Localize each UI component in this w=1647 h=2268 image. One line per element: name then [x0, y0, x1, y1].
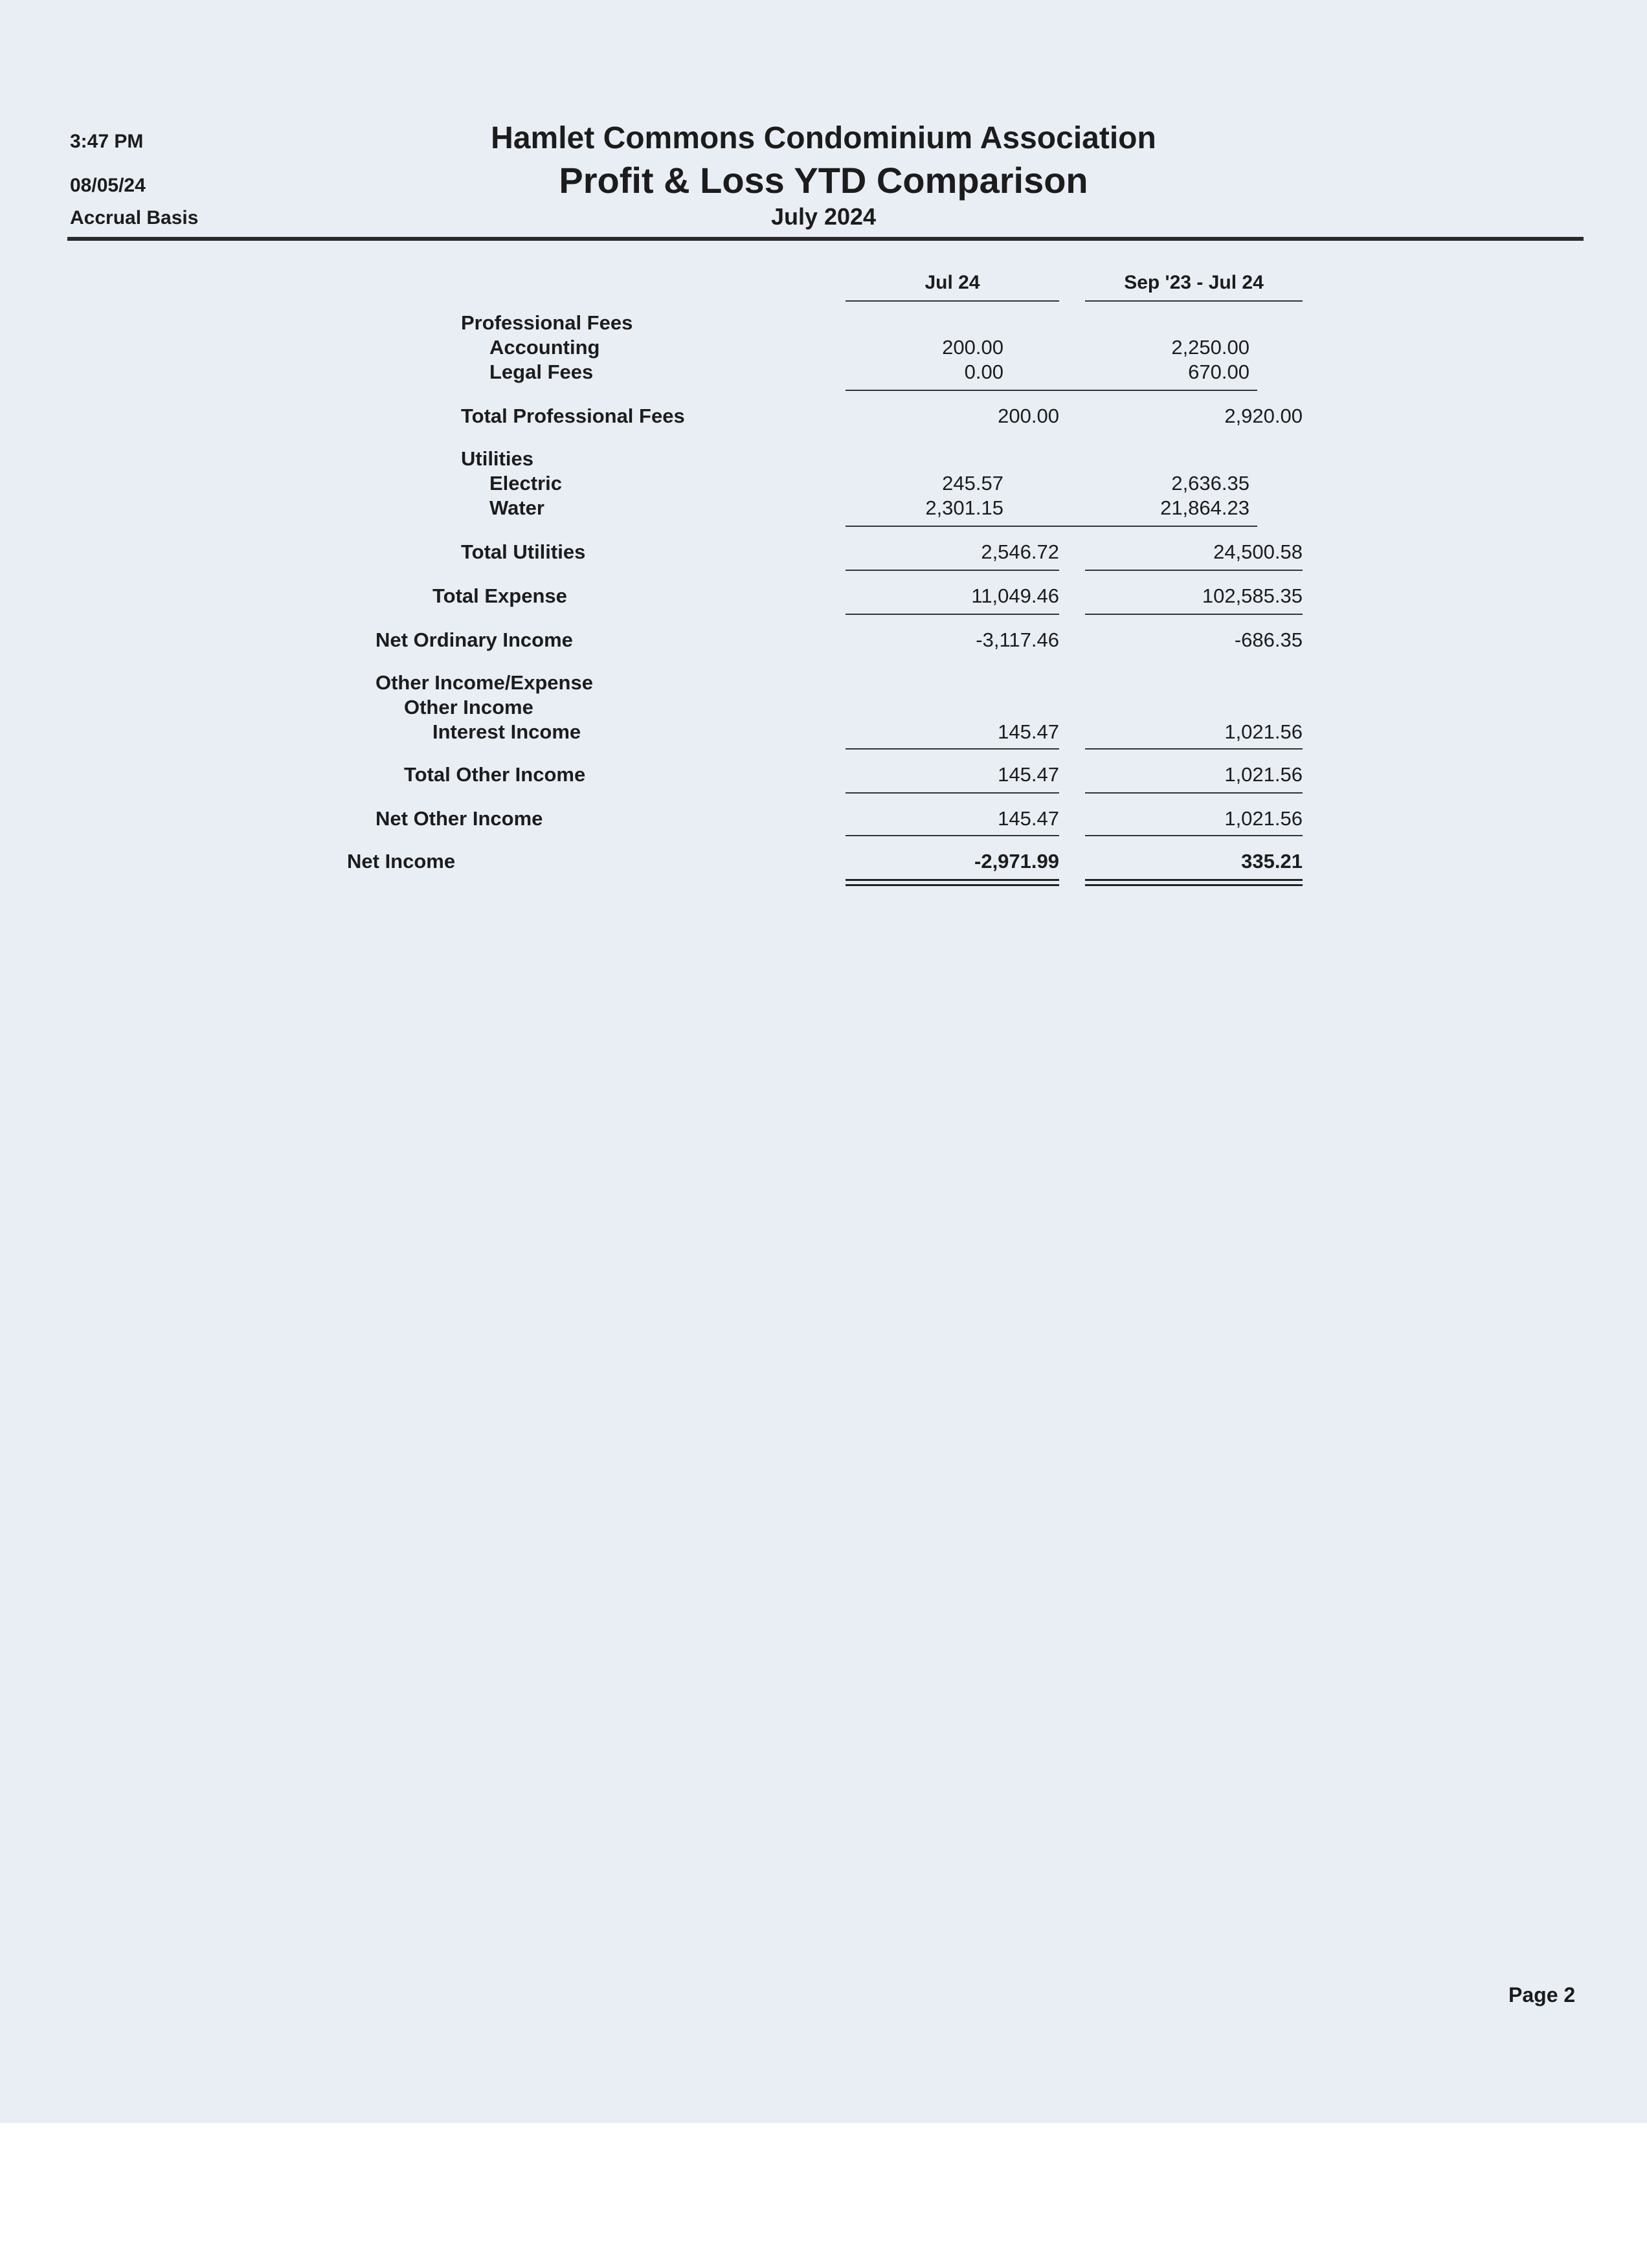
double-underline: [1085, 884, 1303, 886]
row-label: Accounting: [489, 336, 600, 359]
report-period: July 2024: [770, 203, 877, 230]
double-underline: [846, 884, 1059, 886]
row-label: Net Other Income: [375, 807, 543, 830]
value-current: 145.47: [998, 720, 1059, 743]
value-ytd: 21,864.23: [1160, 496, 1249, 519]
value-ytd: 24,500.58: [1213, 540, 1303, 563]
total-rule: [1085, 570, 1303, 571]
report-time: 3:47 PM: [70, 131, 144, 152]
row-label: Total Other Income: [404, 763, 586, 786]
row-label: Other Income: [404, 696, 533, 718]
total-rule: [846, 570, 1059, 571]
report-basis: Accrual Basis: [70, 207, 199, 228]
value-current: -2,971.99: [974, 850, 1059, 873]
value-ytd: 2,250.00: [1171, 336, 1249, 359]
total-rule: [846, 835, 1059, 836]
total-rule: [846, 748, 1059, 750]
page-number: Page 2: [1508, 1983, 1576, 2007]
double-underline: [846, 879, 1059, 881]
company-name: Hamlet Commons Condominium Association: [491, 121, 1156, 155]
total-rule: [1085, 835, 1303, 836]
value-ytd: 335.21: [1241, 850, 1303, 873]
value-ytd: 1,021.56: [1224, 807, 1303, 830]
row-label: Total Utilities: [461, 540, 586, 563]
row-label: Net Income: [347, 850, 456, 873]
double-underline: [1085, 879, 1303, 881]
value-ytd: 1,021.56: [1224, 763, 1303, 786]
row-label: Water: [489, 496, 544, 519]
report-date: 08/05/24: [70, 175, 146, 196]
value-ytd: 2,920.00: [1224, 405, 1303, 427]
value-current: 2,546.72: [981, 540, 1059, 563]
subtotal-rule: [846, 390, 1257, 391]
row-label: Total Expense: [432, 584, 567, 607]
column-header-underline: [1085, 300, 1303, 302]
total-rule: [1085, 792, 1303, 794]
value-current: -3,117.46: [976, 628, 1059, 651]
row-label: Professional Fees: [461, 311, 633, 334]
total-rule: [1085, 748, 1303, 750]
row-label: Legal Fees: [489, 361, 594, 383]
column-header-ytd: Sep '23 - Jul 24: [1124, 272, 1264, 293]
total-rule: [846, 792, 1059, 794]
value-ytd: 102,585.35: [1202, 584, 1303, 607]
total-rule: [846, 614, 1059, 615]
row-label: Other Income/Expense: [375, 671, 593, 694]
value-current: 0.00: [964, 361, 1003, 383]
row-label: Utilities: [461, 447, 533, 470]
total-rule: [1085, 614, 1303, 615]
row-label: Interest Income: [432, 720, 581, 743]
header-divider: [67, 237, 1584, 241]
column-header-current: Jul 24: [924, 272, 980, 293]
value-current: 245.57: [942, 472, 1003, 495]
row-label: Total Professional Fees: [461, 405, 685, 427]
column-header-underline: [846, 300, 1059, 302]
value-ytd: 1,021.56: [1224, 720, 1303, 743]
value-current: 11,049.46: [971, 584, 1059, 607]
value-ytd: 2,636.35: [1171, 472, 1249, 495]
value-current: 2,301.15: [925, 496, 1003, 519]
row-label: Net Ordinary Income: [375, 628, 573, 651]
value-current: 145.47: [998, 807, 1059, 830]
row-label: Electric: [489, 472, 563, 495]
value-current: 145.47: [998, 763, 1059, 786]
value-ytd: -686.35: [1234, 628, 1303, 651]
value-ytd: 670.00: [1188, 361, 1249, 383]
subtotal-rule: [846, 526, 1257, 527]
value-current: 200.00: [998, 405, 1059, 427]
value-current: 200.00: [942, 336, 1003, 359]
report-title: Profit & Loss YTD Comparison: [559, 160, 1088, 201]
